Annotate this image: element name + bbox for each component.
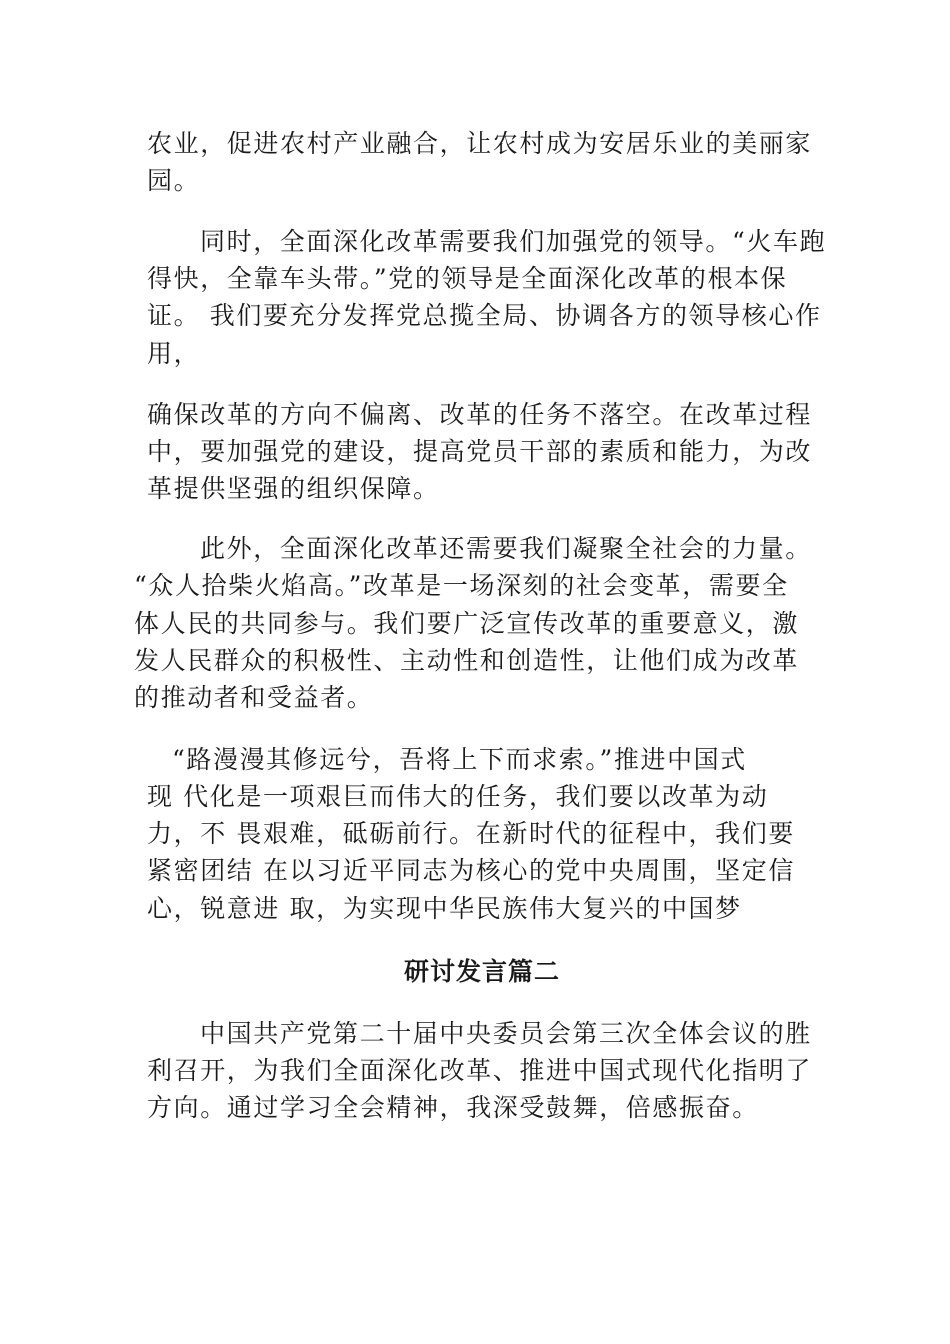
paragraph-4-line-5: 的推动者和受益者。 <box>134 683 374 712</box>
paragraph-3-line-3: 革提供坚强的组织保障。 <box>147 474 440 503</box>
paragraph-4-line-2: “众人拾柴火焰高。”改革是一场深刻的社会变革，需要全 <box>134 571 789 600</box>
paragraph-4-line-4: 发人民群众的积极性、主动性和创造性，让他们成为改革 <box>134 646 800 675</box>
paragraph-6-line-2: 利召开，为我们全面深化改革、推进中国式现代化指明了 <box>147 1056 813 1085</box>
section-heading: 研讨发言篇二 <box>404 957 561 986</box>
paragraph-2-line-2: 得快，全靠车头带。”党的领导是全面深化改革的根本保 <box>147 264 788 293</box>
paragraph-1-line-2: 园。 <box>147 166 201 195</box>
paragraph-2-line-1: 同时，全面深化改革需要我们加强党的领导。“火车跑 <box>200 227 827 256</box>
paragraph-3-line-2: 中，要加强党的建设，提高党员干部的素质和能力，为改 <box>147 437 813 466</box>
paragraph-5-line-4: 紧密团结 在以习近平同志为核心的党中央周围，坚定信 <box>147 856 795 885</box>
paragraph-2-line-3: 证。 我们要充分发挥党总揽全局、协调各方的领导核心作 <box>147 301 822 330</box>
paragraph-5-line-3: 力，不 畏艰难，砥砺前行。在新时代的征程中，我们要 <box>147 819 795 848</box>
paragraph-6-line-3: 方向。通过学习全会精神，我深受鼓舞，倍感振奋。 <box>147 1093 759 1122</box>
paragraph-5-line-2: 现 代化是一项艰巨而伟大的任务，我们要以改革为动 <box>147 782 769 811</box>
paragraph-4-line-1: 此外，全面深化改革还需要我们凝聚全社会的力量。 <box>200 534 812 563</box>
paragraph-5-line-5: 心，锐意进 取，为实现中华民族伟大复兴的中国梦 <box>147 894 742 923</box>
paragraph-1-line-1: 农业，促进农村产业融合，让农村成为安居乐业的美丽家 <box>147 129 813 158</box>
paragraph-3-line-1: 确保改革的方向不偏离、改革的任务不落空。在改革过程 <box>147 400 813 429</box>
paragraph-2-line-4: 用， <box>147 339 201 368</box>
paragraph-6-line-1: 中国共产党第二十届中央委员会第三次全体会议的胜 <box>200 1019 812 1048</box>
paragraph-5-line-1: “路漫漫其修远兮，吾将上下而求索。”推进中国式 <box>172 745 747 774</box>
paragraph-4-line-3: 体人民的共同参与。我们要广泛宣传改革的重要意义，激 <box>134 609 800 638</box>
